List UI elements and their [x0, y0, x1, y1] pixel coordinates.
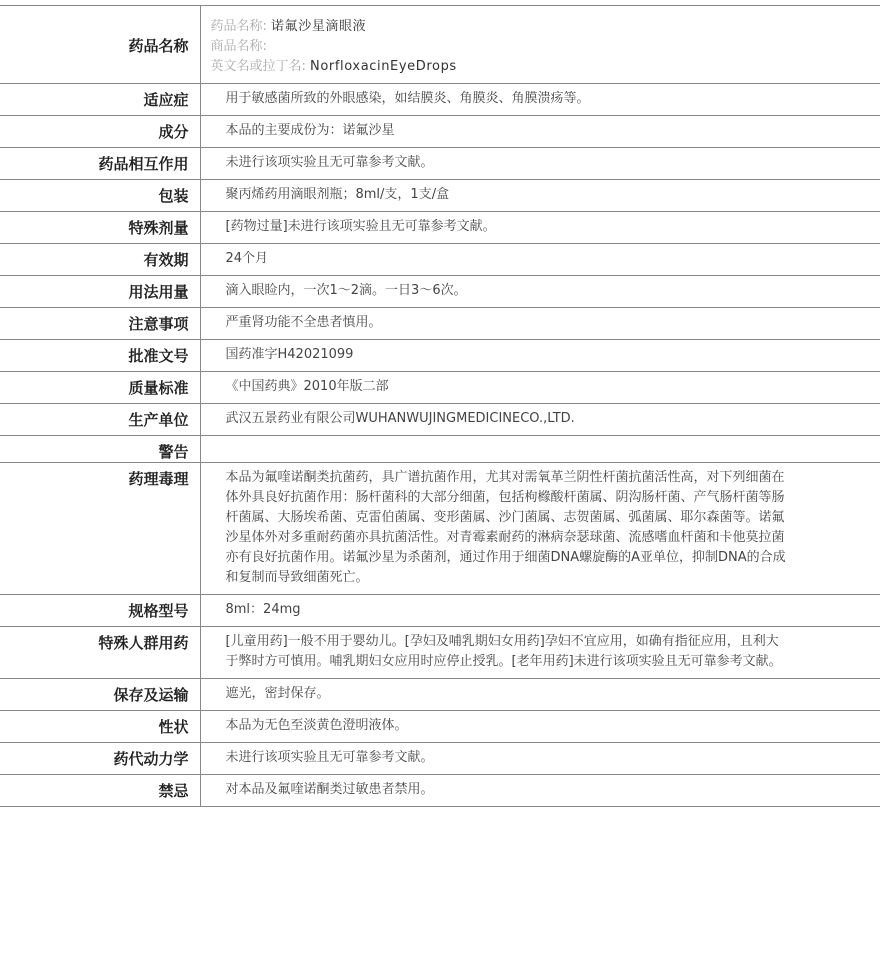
spec-row-13	[0, 595, 880, 627]
spec-row-7	[0, 308, 880, 340]
row-key: 质量标准	[128, 379, 189, 397]
row-key: 有效期	[143, 251, 189, 269]
row-value: 严重肾功能不全患者慎用。	[225, 315, 382, 330]
row-key-cell	[0, 6, 200, 84]
row-value: 本品为氟喹诺酮类抗菌药，具广谱抗菌作用，尤其对需氧革兰阴性杆菌抗菌活性高，对下列细菌在体外具良好抗菌作用：肠杆菌科的大部分细菌，包括枸橼酸杆菌属、阴沟肠杆菌、产气肠杆菌等肠杆菌属、大肠埃希菌、克雷伯菌属、变形菌属、沙门菌属、志贺菌属、弧菌属、耶尔森菌等。诺氟沙星体外对多重耐药菌亦具抗菌活性。对青霉素耐药的淋病奈瑟球菌、流感嗜血杆菌和卡他莫拉菌亦有良好抗菌作用。诺氟沙星为杀菌剂，通过作用于细菌DNA螺旋酶的A亚单位，抑制DNA的合成和复制而导致细菌死亡。	[225, 470, 786, 585]
row-value: 遮光，密封保存。	[225, 686, 330, 701]
row-key: 包装	[158, 187, 189, 205]
row-value-cell	[200, 244, 880, 276]
row-key: 批准文号	[128, 347, 189, 365]
spec-row-0	[0, 84, 880, 116]
row-value: 本品为无色至淡黄色澄明液体。	[225, 718, 408, 733]
row-value-cell	[200, 627, 880, 679]
spec-row-1	[0, 116, 880, 148]
spec-row-15	[0, 679, 880, 711]
spec-row-5	[0, 244, 880, 276]
row-key-cell	[0, 436, 200, 463]
row-value: 本品的主要成份为：诺氟沙星	[225, 123, 395, 138]
row-value-cell	[200, 84, 880, 116]
row-value: 对本品及氟喹诺酮类过敏患者禁用。	[225, 782, 434, 797]
row-value: 未进行该项实验且无可靠参考文献。	[225, 155, 434, 170]
spec-row-4	[0, 212, 880, 244]
spec-row-18	[0, 775, 880, 807]
row-value-cell	[200, 276, 880, 308]
english-name-value: NorfloxacinEyeDrops	[310, 59, 457, 74]
row-key-cell	[0, 463, 200, 595]
row-value-cell	[200, 404, 880, 436]
row-value-cell	[200, 116, 880, 148]
row-value-cell	[200, 212, 880, 244]
row-key-cell	[0, 116, 200, 148]
row-value-cell	[200, 463, 880, 595]
drug-spec-body	[0, 6, 880, 807]
row-value: 8ml：24mg	[225, 602, 301, 617]
row-key-cell	[0, 180, 200, 212]
row-key-cell	[0, 276, 200, 308]
row-key: 特殊剂量	[128, 219, 189, 237]
spec-row-3	[0, 180, 880, 212]
row-value-cell	[200, 775, 880, 807]
row-key: 用法用量	[128, 283, 189, 301]
row-value-cell	[200, 743, 880, 775]
drug-name-heading: 药品名称	[128, 37, 189, 55]
row-value: 国药准字H42021099	[225, 347, 354, 362]
row-value-cell	[200, 436, 880, 463]
row-key: 规格型号	[128, 602, 189, 620]
row-key-cell	[0, 148, 200, 180]
english-name-line	[211, 57, 791, 77]
row-key: 药代动力学	[113, 750, 189, 768]
row-key-cell	[0, 775, 200, 807]
row-key: 注意事项	[128, 315, 189, 333]
row-value-cell	[200, 308, 880, 340]
row-key: 适应症	[143, 91, 189, 109]
row-key-cell	[0, 627, 200, 679]
row-key: 保存及运输	[113, 686, 189, 704]
row-value-cell	[200, 679, 880, 711]
spec-row-9	[0, 372, 880, 404]
row-value: [药物过量]未进行该项实验且无可靠参考文献。	[225, 219, 496, 234]
generic-name-value: 诺氟沙星滴眼液	[271, 19, 367, 34]
row-value: 滴入眼睑内，一次1～2滴。一日3～6次。	[225, 283, 467, 298]
row-value: 24个月	[225, 251, 269, 266]
spec-row-12	[0, 463, 880, 595]
row-value: 未进行该项实验且无可靠参考文献。	[225, 750, 434, 765]
row-key-cell	[0, 308, 200, 340]
drug-spec-table	[0, 5, 880, 807]
row-key-cell	[0, 244, 200, 276]
spec-row-11	[0, 436, 880, 463]
trade-name-line	[211, 37, 791, 57]
row-value-cell	[200, 6, 880, 84]
row-drug-name	[0, 6, 880, 84]
row-key: 药理毒理	[128, 470, 189, 488]
spec-row-10	[0, 404, 880, 436]
row-key-cell	[0, 711, 200, 743]
row-value-cell	[200, 595, 880, 627]
spec-row-2	[0, 148, 880, 180]
row-key-cell	[0, 595, 200, 627]
row-value	[226, 436, 791, 447]
row-value-cell	[200, 148, 880, 180]
row-key: 性状	[158, 718, 189, 736]
row-key: 药品相互作用	[98, 155, 189, 173]
spec-row-17	[0, 743, 880, 775]
row-key-cell	[0, 372, 200, 404]
row-key: 生产单位	[128, 411, 189, 429]
trade-name-label: 商品名称:	[210, 39, 267, 54]
row-key-cell	[0, 743, 200, 775]
row-key: 特殊人群用药	[98, 634, 189, 652]
row-value: 用于敏感菌所致的外眼感染，如结膜炎、角膜炎、角膜溃疡等。	[225, 91, 590, 106]
generic-name-line	[211, 17, 791, 37]
row-value: 聚丙烯药用滴眼剂瓶；8ml/支，1支/盒	[225, 187, 450, 202]
row-key-cell	[0, 340, 200, 372]
row-key-cell	[0, 84, 200, 116]
row-key-cell	[0, 404, 200, 436]
spec-row-16	[0, 711, 880, 743]
spec-row-6	[0, 276, 880, 308]
row-key-cell	[0, 212, 200, 244]
spec-row-8	[0, 340, 880, 372]
row-value-cell	[200, 711, 880, 743]
generic-name-label: 药品名称:	[210, 19, 267, 34]
row-value: 《中国药典》2010年版二部	[225, 379, 389, 394]
row-key-cell	[0, 679, 200, 711]
english-name-label: 英文名或拉丁名:	[210, 59, 306, 74]
row-value-cell	[200, 340, 880, 372]
row-value: [儿童用药]一般不用于婴幼儿。[孕妇及哺乳期妇女用药]孕妇不宜应用，如确有指征应用，且利大于弊时方可慎用。哺乳期妇女应用时应停止授乳。[老年用药]未进行该项实验且无可靠参考文献。	[225, 634, 782, 669]
row-value-cell	[200, 180, 880, 212]
spec-row-14	[0, 627, 880, 679]
row-value-cell	[200, 372, 880, 404]
row-key: 成分	[158, 123, 189, 141]
row-key: 禁忌	[158, 782, 189, 800]
row-value: 武汉五景药业有限公司WUHANWUJINGMEDICINECO.,LTD.	[225, 411, 575, 426]
row-key: 警告	[158, 443, 189, 461]
